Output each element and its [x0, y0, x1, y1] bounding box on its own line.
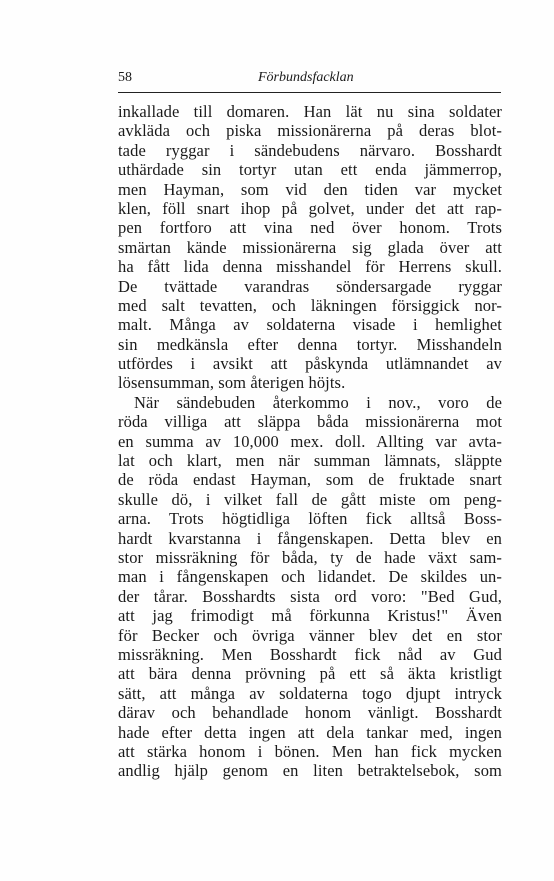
text-line: avkläda och piska missionärerna på deras blot- [118, 121, 502, 141]
text-line: hardt kvarstanna i fångenskapen. Detta blev en [118, 528, 502, 548]
text-line: der tårar. Bosshardts sista ord voro: "Bed Gud, [118, 586, 502, 606]
text-line: lat och klart, men när summan lämnats, släppte [118, 451, 502, 471]
text-line: arna. Trots högtidliga löften fick alltså Boss- [118, 509, 502, 529]
text-line: att bära denna prövning på ett så äkta kristligt [118, 664, 502, 684]
body-text [118, 102, 502, 781]
text-line: uthärdade sin tortyr utan ett enda jämmerrop, [118, 160, 502, 180]
text-line: skulle dö, i vilket fall de gått miste om peng- [118, 489, 502, 509]
text-line: de röda endast Hayman, som de fruktade snart [118, 470, 502, 490]
text-line: man i fångenskapen och lidandet. De skildes un- [118, 567, 502, 587]
header-rule [118, 92, 501, 93]
text-line: pen fortforo att vina ned över honom. Trots [118, 218, 502, 238]
text-line: stor missräkning för båda, ty de hade växt sam- [118, 547, 502, 567]
text-line: en summa av 10,000 mex. doll. Allting var avta- [118, 431, 502, 451]
text-line: smärtan kände missionärerna sig glada över att [118, 237, 502, 257]
text-line: tade ryggar i sändebudens närvaro. Bosshardt [118, 140, 502, 160]
text-line: med salt tevatten, och läkningen försiggick nor- [118, 295, 502, 315]
text-line: därav och behandlade honom vänligt. Bosshardt [118, 703, 502, 723]
text-line: När sändebuden återkommo i nov., voro de [134, 392, 502, 412]
text-line: att jag frimodigt må förkunna Kristus!" Även [118, 606, 502, 626]
text-line: De tvättade varandras söndersargade ryggar [118, 276, 502, 296]
text-line: röda villiga att släppa båda missionärerna mot [118, 412, 502, 432]
text-line: att stärka honom i bönen. Men han fick mycken [118, 741, 502, 761]
text-line: malt. Många av soldaterna visade i hemlighet [118, 315, 502, 335]
page-number: 58 [118, 70, 132, 85]
running-head [118, 70, 501, 90]
text-line: sin medkänsla efter denna tortyr. Misshandeln [118, 334, 502, 354]
text-line: men Hayman, som vid den tiden var mycket [118, 179, 502, 199]
text-line: andlig hjälp genom en liten betraktelsebok, som [118, 761, 502, 781]
text-line: för Becker och övriga vänner blev det en stor [118, 625, 502, 645]
text-line: ha fått lida denna misshandel för Herrens skull. [118, 257, 502, 277]
text-line: utfördes i avsikt att påskynda utlämnandet av [118, 354, 502, 374]
text-line: missräkning. Men Bosshardt fick nåd av Gud [118, 644, 502, 664]
text-line: inkallade till domaren. Han lät nu sina soldater [118, 102, 502, 121]
text-line: lösensumman, som återigen höjts. [118, 373, 346, 393]
journal-title: Förbundsfacklan [258, 70, 354, 85]
text-line: klen, föll snart ihop på golvet, under det att rap- [118, 198, 502, 218]
text-line: sätt, att många av soldaterna togo djupt intryck [118, 683, 502, 703]
text-line: hade efter detta ingen att dela tankar med, ingen [118, 722, 502, 742]
